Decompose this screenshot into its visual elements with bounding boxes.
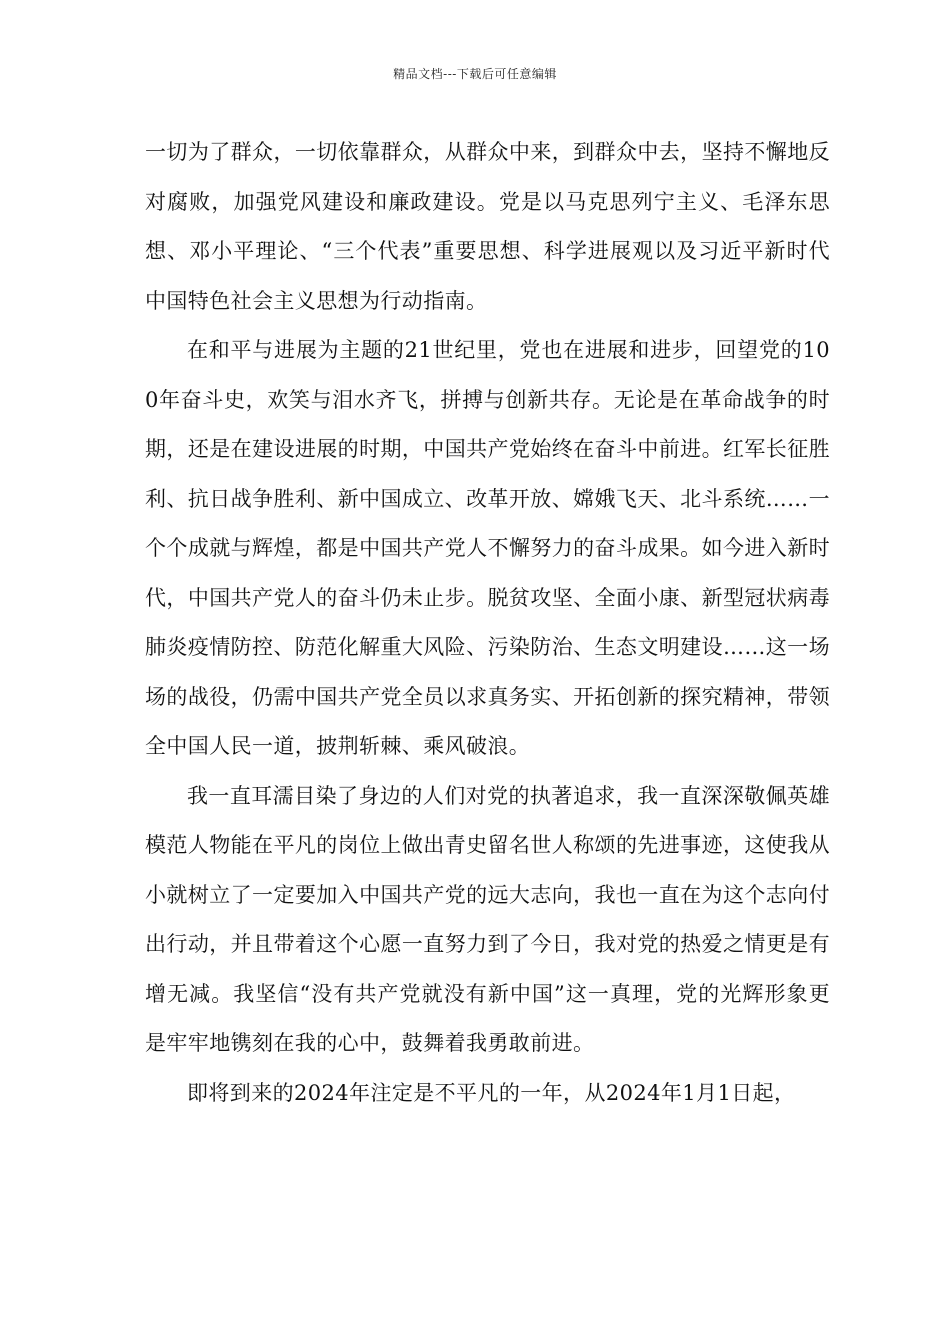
page-header: 精品文档---下载后可任意编辑: [393, 67, 557, 81]
paragraph-3: 我一直耳濡目染了身边的人们对党的执著追求，我一直深深敬佩英雄模范人物能在平凡的岗位上做出青史留名世人称颂的先进事迹，这使我从小就树立了一定要加入中国共产党的远大志向，我也一直在为这个志向付出行动，并且带着这个心愿一直努力到了今日，我对党的热爱之情更是有增无减。我坚信“没有共产党就没有新中国”这一真理，党的光辉形象更是牢牢地镌刻在我的心中，鼓舞着我勇敢前进。: [145, 783, 830, 1055]
paragraph-2: 在和平与进展为主题的21世纪里，党也在进展和进步，回望党的100年奋斗史，欢笑与泪水齐飞，拼搏与创新共存。无论是在革命战争的时期，还是在建设进展的时期，中国共产党始终在奋斗中前进。红军长征胜利、抗日战争胜利、新中国成立、改革开放、嫦娥飞天、北斗系统……一个个成就与辉煌，都是中国共产党人不懈努力的奋斗成果。如今进入新时代，中国共产党人的奋斗仍未止步。脱贫攻坚、全面小康、新型冠状病毒肺炎疫情防控、防范化解重大风险、污染防治、生态文明建设……这一场场的战役，仍需中国共产党全员以求真务实、开拓创新的探究精神，带领全中国人民一道，披荆斩棘、乘风破浪。: [145, 338, 830, 758]
paragraph-1: 一切为了群众，一切依靠群众，从群众中来，到群众中去，坚持不懈地反对腐败，加强党风建设和廉政建设。党是以马克思列宁主义、毛泽东思想、邓小平理论、“三个代表”重要思想、科学进展观以及习近平新时代中国特色社会主义思想为行动指南。: [145, 140, 830, 313]
document-body: [145, 128, 830, 1118]
paragraph-4: 即将到来的2024年注定是不平凡的一年，从2024年1月1日起，: [187, 1080, 796, 1105]
